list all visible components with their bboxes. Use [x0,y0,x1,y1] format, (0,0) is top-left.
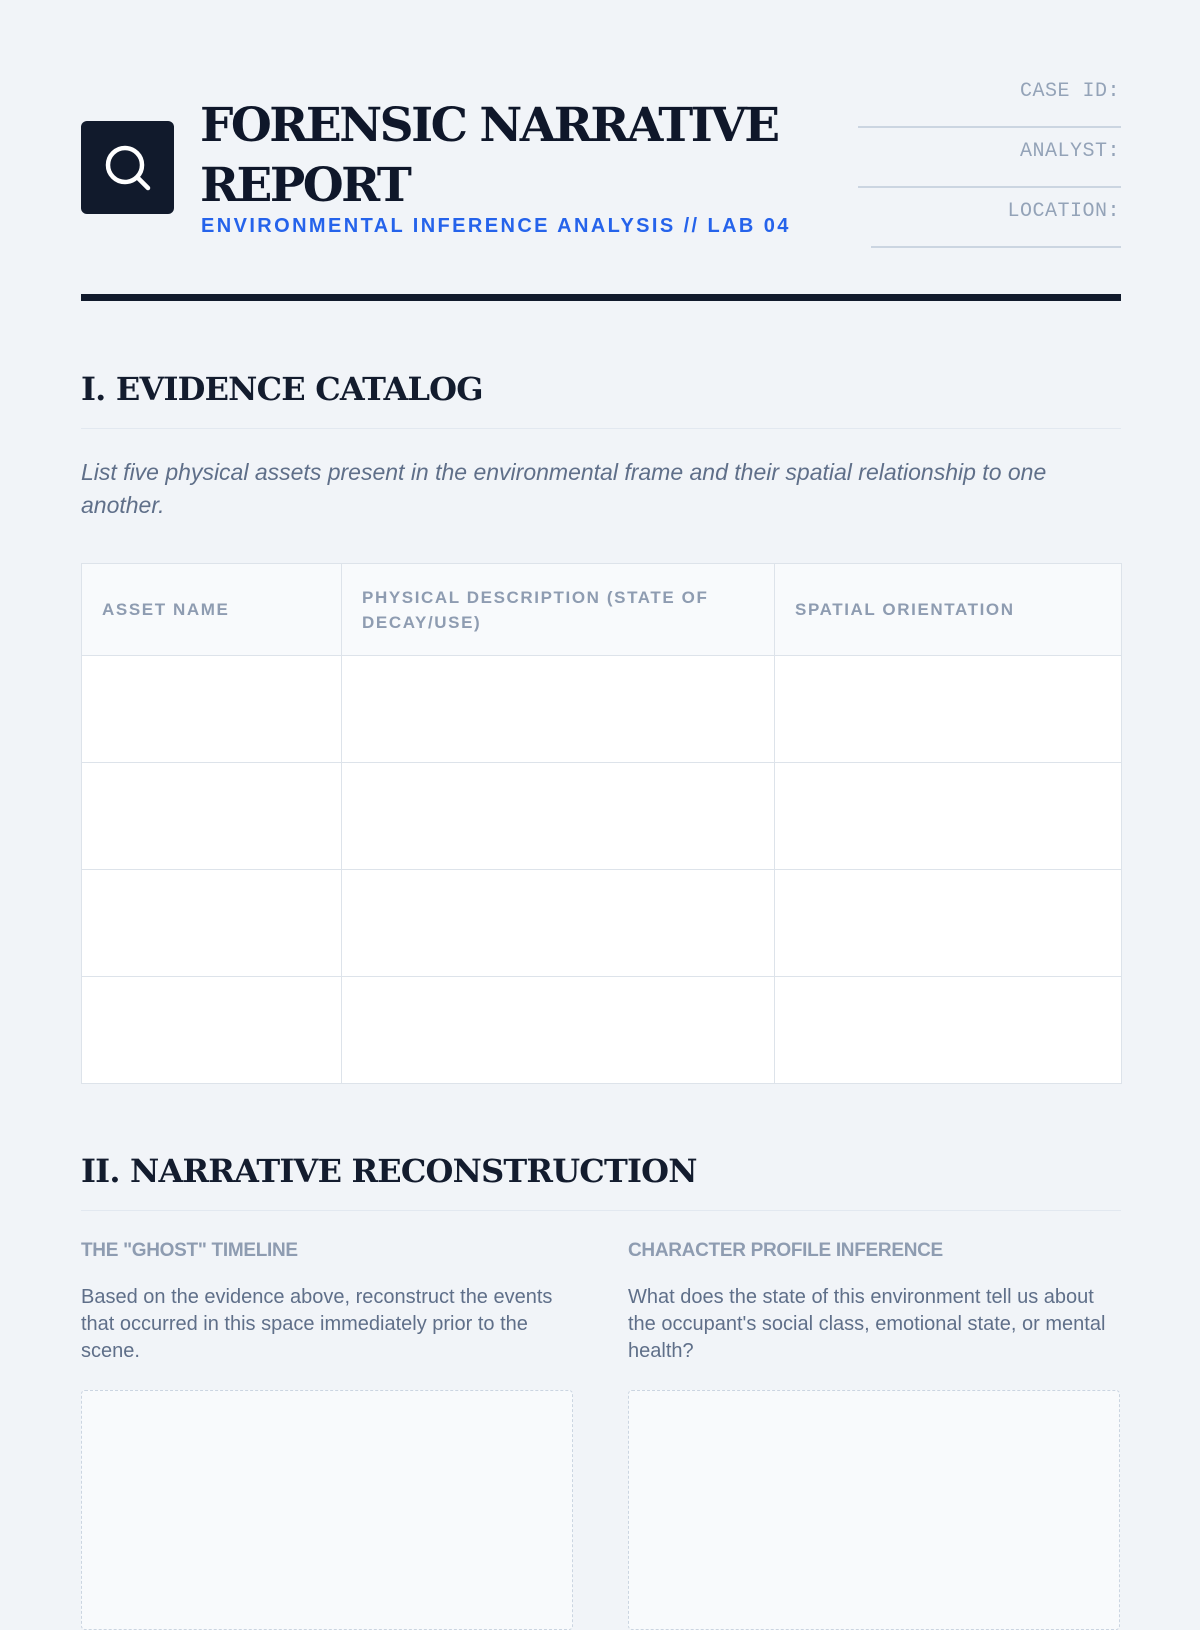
table-cell-asset-name[interactable] [82,977,342,1084]
character-profile-heading: CHARACTER PROFILE INFERENCE [628,1240,943,1261]
ghost-timeline-heading: THE "GHOST" TIMELINE [81,1240,298,1261]
column-header-spatial-orientation: SPATIAL ORIENTATION [775,564,1122,656]
header-divider [81,294,1121,301]
case-id-field[interactable] [858,126,1121,128]
table-cell-physical-description[interactable] [342,763,775,870]
analyst-label: ANALYST: [1019,140,1120,163]
table-cell-asset-name[interactable] [82,870,342,977]
narrative-reconstruction-heading: II. NARRATIVE RECONSTRUCTION [81,1152,697,1190]
ghost-timeline-answer-box[interactable] [81,1390,573,1630]
table-cell-spatial-orientation[interactable] [775,656,1122,763]
table-cell-physical-description[interactable] [342,977,775,1084]
evidence-instruction: List five physical assets present in the environmental frame and their spatial relationship to one another. [81,459,1047,518]
evidence-table [81,563,1122,1084]
table-row [82,763,1122,870]
character-profile-answer-box[interactable] [628,1390,1120,1630]
table-cell-spatial-orientation[interactable] [775,763,1122,870]
column-header-asset-name: ASSET NAME [82,564,342,656]
table-row [82,977,1122,1084]
case-id-label: CASE ID: [1019,80,1120,103]
table-cell-spatial-orientation[interactable] [775,977,1122,1084]
character-profile-prompt: What does the state of this environment tell us about the occupant's social class, emotional state, or mental health? [628,1286,1106,1362]
table-row [82,870,1122,977]
report-subtitle: ENVIRONMENTAL INFERENCE ANALYSIS // LAB 04 [201,215,791,237]
ghost-timeline-prompt: Based on the evidence above, reconstruct the events that occurred in this space immediately prior to the scene. [81,1286,553,1362]
evidence-catalog-heading: I. EVIDENCE CATALOG [81,370,483,408]
table-row [82,656,1122,763]
table-cell-asset-name[interactable] [82,763,342,870]
section-divider [81,428,1121,429]
analyst-field[interactable] [858,186,1121,188]
magnifying-glass-icon [81,121,174,214]
column-header-physical-description: PHYSICAL DESCRIPTION (STATE OF DECAY/USE) [342,564,775,656]
table-cell-spatial-orientation[interactable] [775,870,1122,977]
table-cell-asset-name[interactable] [82,656,342,763]
report-title: FORENSIC NARRATIVE REPORT [200,98,778,213]
table-header-row [82,564,1122,656]
section-divider [81,1210,1121,1211]
location-field[interactable] [871,246,1121,248]
table-cell-physical-description[interactable] [342,656,775,763]
location-label: LOCATION: [1007,200,1120,223]
table-cell-physical-description[interactable] [342,870,775,977]
